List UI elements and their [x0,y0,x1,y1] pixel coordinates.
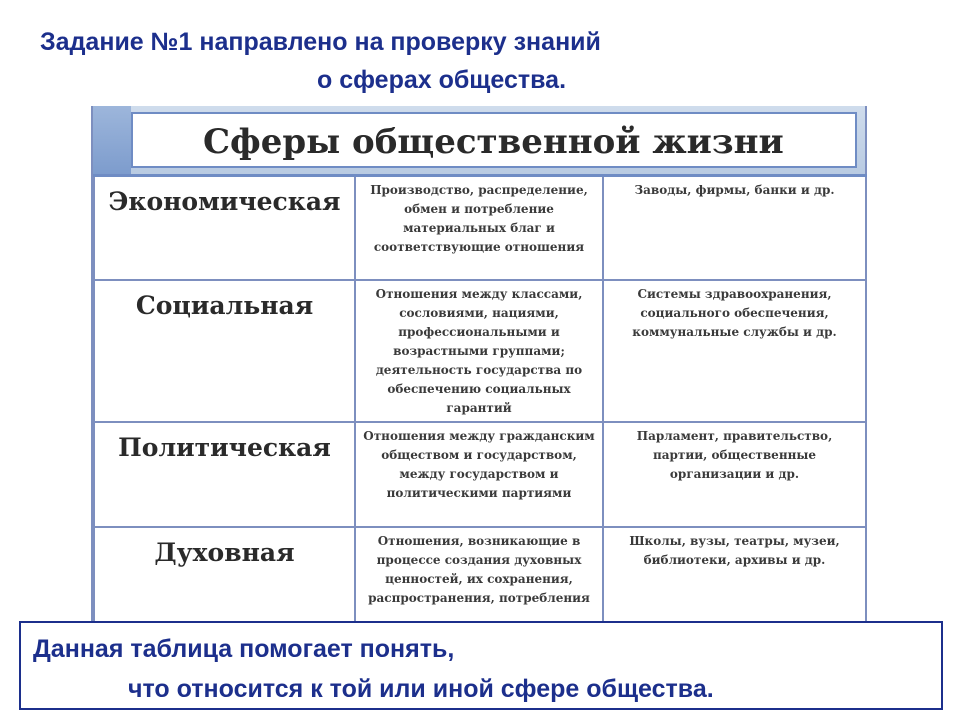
heading-line-2: о сферах общества. [317,66,567,94]
sphere-name: Социальная [135,290,314,320]
relations-cell [355,527,603,632]
relations-cell [355,422,603,527]
relations-text: Производство, распределение, обмен и потребление материальных благ и соответствующие отношения [370,183,588,254]
examples-cell [603,280,866,422]
table-row-spiritual [94,527,866,632]
note-line-2: что относится к той или иной сфере общества. [128,675,714,703]
sphere-name: Политическая [118,432,331,462]
table-row-social [94,280,866,422]
table-title-accent [93,106,131,174]
examples-text: Школы, вузы, театры, музеи, библиотеки, архивы и др. [629,533,840,567]
spheres-table [93,174,867,633]
relations-cell [355,280,603,422]
examples-text: Парламент, правительство, партии, общественные организации и др. [636,428,833,481]
table-title-box [131,112,857,168]
table-title: Сферы общественной жизни [203,122,784,162]
note-box [19,621,943,710]
relations-text: Отношения, возникающие в процессе создания духовных ценностей, их сохранения, распространения, потребления [368,533,590,605]
sphere-name: Экономическая [108,187,341,216]
table-row-political [94,422,866,527]
spheres-table-image [91,106,867,622]
sphere-name-cell [94,527,355,632]
sphere-name-cell [94,176,355,280]
heading-line-1: Задание №1 направлено на проверку знаний [40,28,601,56]
examples-cell [603,176,866,280]
examples-cell [603,527,866,632]
table-row-economic [94,176,866,280]
note-line-1: Данная таблица помогает понять, [33,635,455,663]
examples-cell [603,422,866,527]
relations-text: Отношения между гражданским обществом и государством, между государством и политическими партиями [363,428,595,500]
examples-text: Заводы, фирмы, банки и др. [634,183,835,197]
relations-text: Отношения между классами, сословиями, нациями, профессиональными и возрастными группами; деятельность государства по обеспечению социальных гарантий [375,286,583,415]
sphere-name-cell [94,280,355,422]
relations-cell [355,176,603,280]
sphere-name-cell [94,422,355,527]
examples-text: Системы здравоохранения, социального обеспечения, коммунальные службы и др. [632,286,837,339]
sphere-name: Духовная [154,537,295,567]
table-title-band [93,106,865,174]
